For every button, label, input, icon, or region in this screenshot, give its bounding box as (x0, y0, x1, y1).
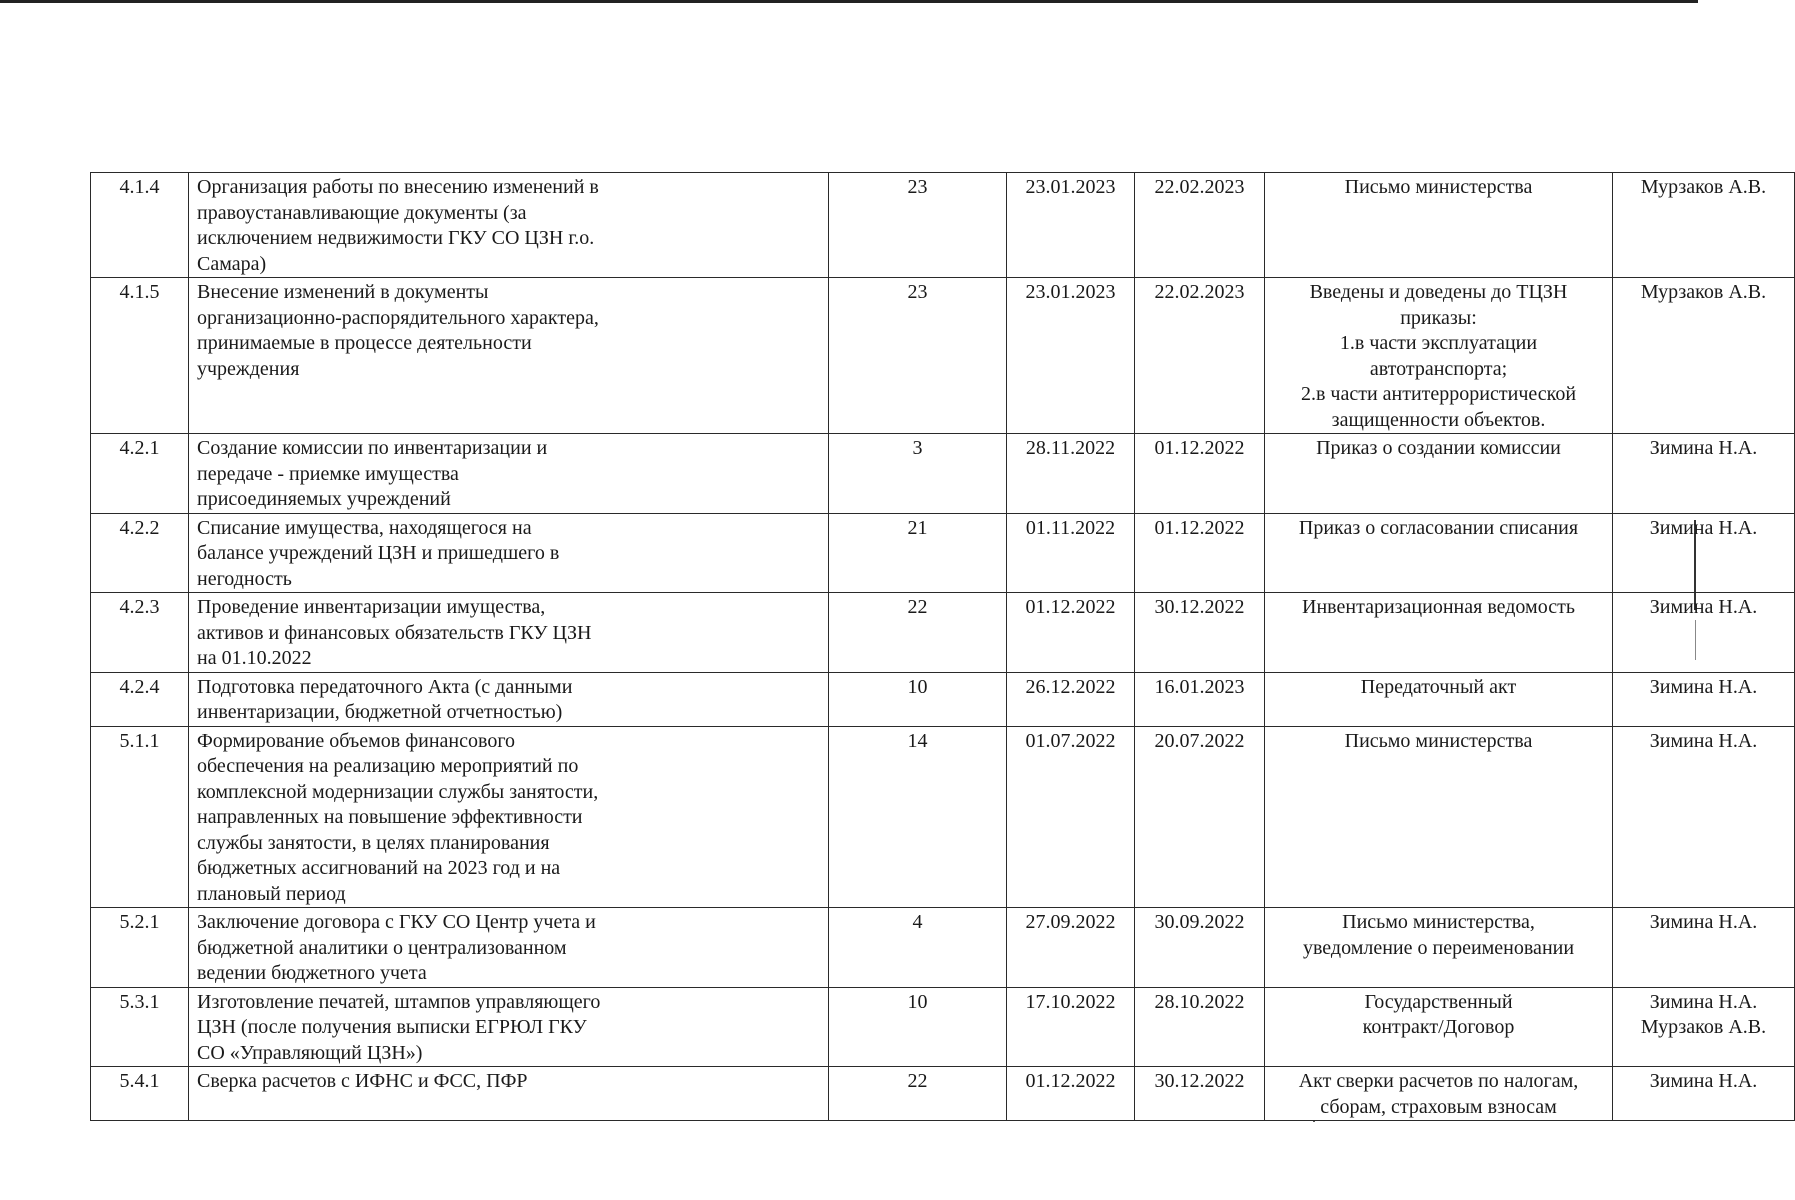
task-name-cell-line: Самара) (197, 252, 267, 275)
result-document-cell-line: защищенности объектов. (1331, 408, 1546, 431)
table-row (91, 672, 1795, 726)
end-date-cell: 30.09.2022 (1135, 908, 1265, 988)
task-name-cell-line: комплексной модернизации службы занятости, (197, 780, 599, 803)
task-name-cell-line: направленных на повышение эффективности (197, 806, 583, 828)
result-document-cell-line: Письмо министерства, (1342, 911, 1535, 933)
task-name-cell-line: правоустанавливающие документы (за (197, 201, 527, 224)
result-document-cell-line: приказы: (1400, 306, 1477, 329)
item-number-cell: 4.2.3 (91, 593, 189, 673)
duration-days-cell: 10 (829, 672, 1007, 726)
end-date-cell: 20.07.2022 (1135, 726, 1265, 908)
task-name-cell-line: Сверка расчетов с ИФНС и ФСС, ПФР (197, 1070, 528, 1092)
task-name-cell-line: учреждения (197, 357, 300, 380)
item-number-cell: 4.1.5 (91, 278, 189, 434)
result-document-cell (1265, 513, 1613, 593)
result-document-cell-line: Письмо министерства (1344, 176, 1533, 198)
table-row (91, 987, 1795, 1067)
responsible-person-cell (1613, 726, 1795, 908)
task-name-cell (189, 672, 829, 726)
table-row (91, 908, 1795, 988)
item-number-cell: 4.2.1 (91, 434, 189, 514)
duration-days-cell: 21 (829, 513, 1007, 593)
responsible-person-cell-line: Зимина Н.А. (1649, 911, 1758, 933)
result-document-cell-line: уведомление о переименовании (1302, 936, 1575, 959)
duration-days-cell: 22 (829, 593, 1007, 673)
responsible-person-cell-line: Зимина Н.А. (1649, 437, 1758, 459)
item-number-cell: 4.2.2 (91, 513, 189, 593)
responsible-person-cell (1613, 1067, 1795, 1121)
result-document-cell (1265, 434, 1613, 514)
result-document-cell-line: Акт сверки расчетов по налогам, (1298, 1070, 1579, 1092)
result-document-cell-line: 2.в части антитеррористической (1300, 383, 1577, 405)
table-row (91, 513, 1795, 593)
start-date-cell: 23.01.2023 (1007, 173, 1135, 278)
task-name-cell-line: бюджетной аналитики о централизованном (197, 936, 567, 959)
result-document-cell-line: сборам, страховым взносам (1320, 1095, 1557, 1118)
end-date-cell: 01.12.2022 (1135, 513, 1265, 593)
result-document-cell (1265, 1067, 1613, 1121)
task-name-cell (189, 173, 829, 278)
responsible-person-cell-line: Мурзаков А.В. (1640, 176, 1767, 198)
result-document-cell (1265, 672, 1613, 726)
task-name-cell-line: Подготовка передаточного Акта (с данными (197, 675, 573, 698)
item-number-cell: 5.2.1 (91, 908, 189, 988)
task-name-cell (189, 1067, 829, 1121)
responsible-person-cell-line: Зимина Н.А. (1649, 729, 1758, 752)
task-name-cell-line: принимаемые в процессе деятельности (197, 332, 532, 354)
task-name-cell-line: Организация работы по внесению изменений в (197, 176, 599, 198)
start-date-cell: 01.11.2022 (1007, 513, 1135, 593)
plan-table (90, 172, 1795, 1121)
result-document-cell-line: Введены и доведены до ТЦЗН (1309, 281, 1568, 303)
task-name-cell (189, 278, 829, 434)
responsible-person-cell (1613, 987, 1795, 1067)
result-document-cell (1265, 908, 1613, 988)
task-name-cell-line: инвентаризации, бюджетной отчетностью) (197, 701, 563, 723)
duration-days-cell: 14 (829, 726, 1007, 908)
responsible-person-cell-line: Мурзаков А.В. (1640, 281, 1767, 303)
task-name-cell-line: на 01.10.2022 (197, 647, 312, 669)
responsible-person-cell (1613, 908, 1795, 988)
responsible-person-cell-line: Зимина Н.А. (1649, 675, 1758, 698)
task-name-cell (189, 513, 829, 593)
responsible-person-cell-line: Зимина Н.А. (1649, 596, 1758, 618)
result-document-cell-line: Государственный (1364, 990, 1513, 1013)
task-name-cell-line: активов и финансовых обязательств ГКУ ЦЗН (197, 621, 592, 644)
task-name-cell-line: Формирование объемов финансового (197, 729, 516, 752)
task-name-cell-line: присоединяемых учреждений (197, 488, 451, 510)
end-date-cell: 16.01.2023 (1135, 672, 1265, 726)
start-date-cell: 01.12.2022 (1007, 1067, 1135, 1121)
task-name-cell-line: балансе учреждений ЦЗН и пришедшего в (197, 542, 560, 564)
item-number-cell: 4.1.4 (91, 173, 189, 278)
duration-days-cell: 23 (829, 173, 1007, 278)
result-document-cell-line: Передаточный акт (1360, 675, 1517, 698)
task-name-cell-line: негодность (197, 567, 292, 590)
item-number-cell: 5.1.1 (91, 726, 189, 908)
task-name-cell-line: передаче - приемке имущества (197, 462, 459, 485)
end-date-cell: 28.10.2022 (1135, 987, 1265, 1067)
task-name-cell-line: службы занятости, в целях планирования (197, 831, 550, 854)
responsible-person-cell (1613, 513, 1795, 593)
start-date-cell: 28.11.2022 (1007, 434, 1135, 514)
task-name-cell (189, 726, 829, 908)
responsible-person-cell (1613, 593, 1795, 673)
result-document-cell (1265, 278, 1613, 434)
task-name-cell-line: Проведение инвентаризации имущества, (197, 596, 546, 618)
end-date-cell: 22.02.2023 (1135, 173, 1265, 278)
start-date-cell: 17.10.2022 (1007, 987, 1135, 1067)
responsible-person-cell-line: Зимина Н.А. (1649, 1070, 1758, 1092)
result-document-cell-line: Письмо министерства (1344, 729, 1533, 752)
start-date-cell: 01.07.2022 (1007, 726, 1135, 908)
result-document-cell-line: 1.в части эксплуатации (1339, 332, 1538, 354)
task-name-cell-line: организационно-распорядительного характера, (197, 306, 599, 329)
duration-days-cell: 23 (829, 278, 1007, 434)
table-row (91, 593, 1795, 673)
end-date-cell: 30.12.2022 (1135, 1067, 1265, 1121)
start-date-cell: 01.12.2022 (1007, 593, 1135, 673)
task-name-cell-line: Создание комиссии по инвентаризации и (197, 437, 548, 459)
duration-days-cell: 22 (829, 1067, 1007, 1121)
responsible-person-cell (1613, 173, 1795, 278)
duration-days-cell: 3 (829, 434, 1007, 514)
table-row (91, 726, 1795, 908)
duration-days-cell: 10 (829, 987, 1007, 1067)
task-name-cell-line: плановый период (197, 882, 346, 905)
item-number-cell: 4.2.4 (91, 672, 189, 726)
duration-days-cell: 4 (829, 908, 1007, 988)
task-name-cell-line: Списание имущества, находящегося на (197, 516, 532, 539)
table-body (91, 173, 1795, 1121)
scan-top-edge (0, 0, 1698, 3)
result-document-cell-line: Приказ о создании комиссии (1316, 437, 1561, 459)
table-row (91, 173, 1795, 278)
task-name-cell-line: обеспечения на реализацию мероприятий по (197, 755, 579, 777)
responsible-person-cell (1613, 278, 1795, 434)
task-name-cell (189, 987, 829, 1067)
result-document-cell-line: автотранспорта; (1369, 357, 1508, 380)
end-date-cell: 30.12.2022 (1135, 593, 1265, 673)
responsible-person-cell (1613, 672, 1795, 726)
table-row (91, 278, 1795, 434)
result-document-cell-line: Приказ о согласовании списания (1298, 516, 1579, 539)
task-name-cell-line: Внесение изменений в документы (197, 281, 489, 303)
result-document-cell-line: Инвентаризационная ведомость (1302, 596, 1575, 618)
item-number-cell: 5.3.1 (91, 987, 189, 1067)
result-document-cell (1265, 593, 1613, 673)
task-name-cell-line: Заключение договора с ГКУ СО Центр учета и (197, 911, 596, 933)
table-row (91, 1067, 1795, 1121)
end-date-cell: 01.12.2022 (1135, 434, 1265, 514)
task-name-cell (189, 908, 829, 988)
item-number-cell: 5.4.1 (91, 1067, 189, 1121)
responsible-person-cell-line: Зимина Н.А. (1649, 516, 1758, 539)
task-name-cell (189, 434, 829, 514)
task-name-cell-line: Изготовление печатей, штампов управляющего (197, 990, 601, 1013)
table-row (91, 434, 1795, 514)
task-name-cell-line: ЦЗН (после получения выписки ЕГРЮЛ ГКУ (197, 1016, 587, 1038)
start-date-cell: 26.12.2022 (1007, 672, 1135, 726)
responsible-person-cell-line: Зимина Н.А. (1649, 990, 1758, 1013)
task-name-cell-line: исключением недвижимости ГКУ СО ЦЗН г.о. (197, 227, 595, 249)
task-name-cell-line: ведении бюджетного учета (197, 962, 427, 984)
result-document-cell (1265, 987, 1613, 1067)
result-document-cell (1265, 726, 1613, 908)
task-name-cell-line: СО «Управляющий ЦЗН») (197, 1041, 423, 1064)
task-name-cell-line: бюджетных ассигнований на 2023 год и на (197, 857, 561, 879)
responsible-person-cell-line: Мурзаков А.В. (1640, 1016, 1767, 1038)
end-date-cell: 22.02.2023 (1135, 278, 1265, 434)
result-document-cell-line: контракт/Договор (1362, 1016, 1515, 1038)
start-date-cell: 27.09.2022 (1007, 908, 1135, 988)
result-document-cell (1265, 173, 1613, 278)
task-name-cell (189, 593, 829, 673)
start-date-cell: 23.01.2023 (1007, 278, 1135, 434)
responsible-person-cell (1613, 434, 1795, 514)
